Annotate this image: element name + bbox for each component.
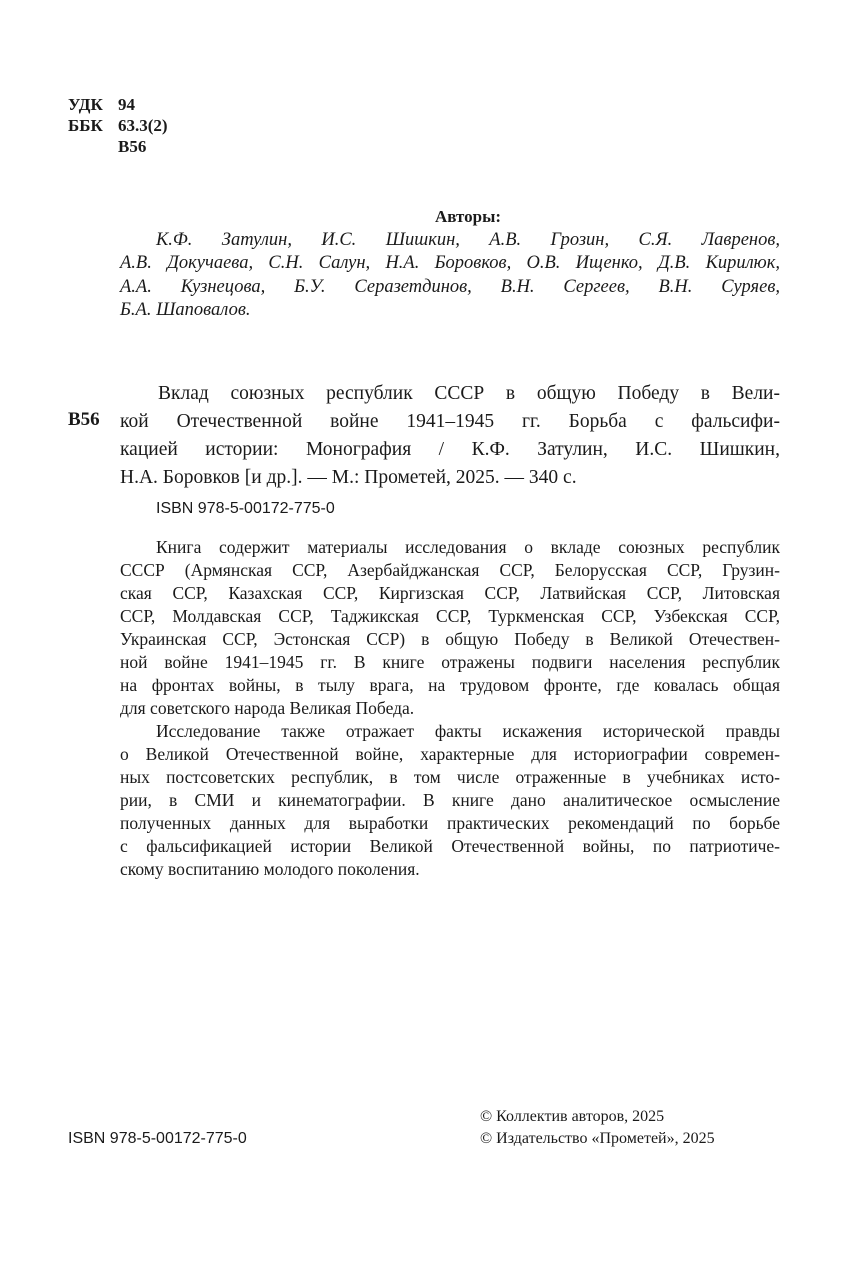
abstract-line: на фронтах войны, в тылу врага, на трудовом фронте, где ковалась общая — [120, 675, 780, 695]
bibliographic-code: В56 — [68, 409, 100, 430]
abstract-line: СССР (Армянская ССР, Азербайджанская ССР, Белорусская ССР, Грузин- — [120, 560, 780, 580]
authors-list — [120, 229, 780, 323]
authors-line: К.Ф. Затулин, И.С. Шишкин, А.В. Грозин, С.Я. Лавренов, — [156, 229, 780, 250]
classification-block — [68, 94, 168, 157]
footer-isbn: ISBN 978-5-00172-775-0 — [68, 1130, 247, 1147]
authors-heading: Авторы: — [434, 207, 502, 226]
bibliographic-line: Вклад союзных республик СССР в общую Победу в Вели- — [158, 383, 780, 404]
bibliographic-record — [120, 380, 780, 492]
abstract-paragraph — [120, 536, 780, 720]
udk-label: УДК — [68, 95, 103, 114]
abstract-line: ных постсоветских республик, в том числе отраженные в учебниках исто- — [120, 767, 780, 787]
abstract-line: полученных данных для выработки практических рекомендаций по борьбе — [120, 813, 780, 833]
abstract-line: ной войне 1941–1945 гг. В книге отражены подвиги населения республик — [120, 652, 780, 672]
abstract-line: рии, в СМИ и кинематографии. В книге дано аналитическое осмысление — [120, 790, 780, 810]
abstract-line: с фальсификацией истории Великой Отечественной войны, по патриотиче- — [120, 836, 780, 856]
isbn-record: ISBN 978-5-00172-775-0 — [156, 500, 335, 517]
authors-block — [120, 205, 780, 323]
abstract-paragraph — [120, 720, 780, 881]
abstract-line: ская ССР, Казахская ССР, Киргизская ССР, Латвийская ССР, Литовская — [120, 583, 780, 603]
abstract-line: ССР, Молдавская ССР, Таджикская ССР, Туркменская ССР, Узбекская ССР, — [120, 606, 780, 626]
bbk-value: 63.3(2) — [118, 116, 168, 135]
abstract-block — [120, 536, 780, 881]
authors-line: А.В. Докучаева, С.Н. Салун, Н.А. Боровков, О.В. Ищенко, Д.В. Кирилюк, — [120, 253, 780, 273]
bibliographic-line: кацией истории: Монография / К.Ф. Затулин, И.С. Шишкин, — [120, 439, 780, 460]
author-mark-value: В56 — [118, 137, 147, 156]
authors-line: А.А. Кузнецова, Б.У. Серазетдинов, В.Н. Сергеев, В.Н. Суряев, — [120, 276, 780, 297]
bbk-row — [68, 115, 168, 136]
abstract-line: Исследование также отражает факты искажения исторической правды — [156, 721, 780, 741]
bbk-label: ББК — [68, 116, 103, 135]
author-mark — [68, 136, 168, 157]
bibliographic-line: Н.А. Боровков [и др.]. — М.: Прометей, 2025. — 340 с. — [120, 467, 577, 488]
abstract-line: для советского народа Великая Победа. — [120, 698, 415, 718]
authors-line: Б.А. Шаповалов. — [120, 300, 251, 320]
abstract-line: Книга содержит материалы исследования о вкладе союзных республик — [156, 537, 780, 557]
udk-row — [68, 94, 168, 115]
abstract-line: скому воспитанию молодого поколения. — [120, 859, 420, 879]
copyright-block — [480, 1106, 715, 1150]
udk-value: 94 — [118, 95, 135, 114]
abstract-line: Украинская ССР, Эстонская ССР) в общую Победу в Великой Отечествен- — [120, 629, 780, 649]
abstract-line: о Великой Отечественной войне, характерные для историографии современ- — [120, 744, 780, 764]
copyright-line: © Издательство «Прометей», 2025 — [480, 1130, 715, 1147]
copyright-line: © Коллектив авторов, 2025 — [480, 1108, 665, 1125]
bibliographic-line: кой Отечественной войне 1941–1945 гг. Борьба с фальсифи- — [120, 411, 780, 432]
